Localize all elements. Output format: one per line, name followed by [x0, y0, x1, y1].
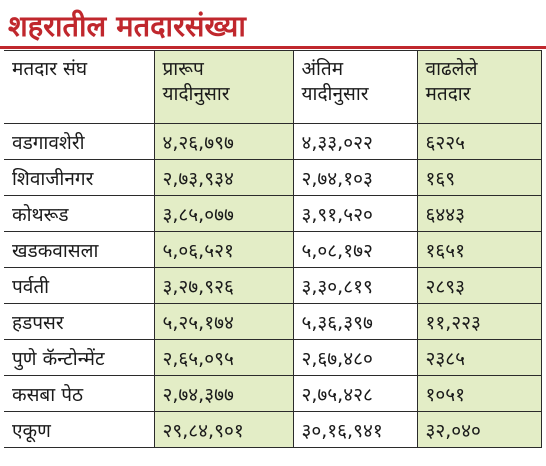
table-row — [4, 268, 541, 304]
header-draft-line1: प्रारूप — [162, 58, 204, 80]
table-row — [4, 340, 541, 376]
table-row — [4, 196, 541, 232]
cell-final: ३,९१,५२० — [293, 196, 417, 232]
cell-draft: ३,२७,९२६ — [154, 268, 293, 304]
cell-increase: १६९ — [417, 160, 541, 196]
header-final-line2: यादीनुसार — [301, 83, 369, 105]
table-row — [4, 304, 541, 340]
header-final — [293, 51, 417, 124]
header-draft — [154, 51, 293, 124]
header-final-line1: अंतिम — [301, 58, 344, 80]
cell-final: ३,३०,८१९ — [293, 268, 417, 304]
cell-constituency: खडकवासला — [4, 232, 154, 268]
cell-final: २,७४,१०३ — [293, 160, 417, 196]
cell-constituency: कसबा पेठ — [4, 376, 154, 412]
cell-increase: १०५१ — [417, 376, 541, 412]
header-draft-line2: यादीनुसार — [162, 83, 230, 105]
page-title: शहरातील मतदारसंख्या — [8, 9, 246, 43]
header-row — [4, 51, 541, 124]
cell-draft: ५,२५,१७४ — [154, 304, 293, 340]
cell-final: २,७५,४२८ — [293, 376, 417, 412]
table-row — [4, 160, 541, 196]
cell-increase: २३८५ — [417, 340, 541, 376]
cell-total-final: ३०,१६,९४१ — [293, 412, 417, 448]
header-increase-line2: मतदार — [425, 83, 471, 105]
title-underline — [0, 46, 546, 49]
cell-increase: २८९३ — [417, 268, 541, 304]
header-increase-line1: वाढलेले — [425, 58, 478, 80]
cell-constituency: वडगावशेरी — [4, 124, 154, 160]
cell-total-draft: २९,८४,९०१ — [154, 412, 293, 448]
cell-final: २,६७,४८० — [293, 340, 417, 376]
cell-final: ५,३६,३९७ — [293, 304, 417, 340]
cell-constituency: पर्वती — [4, 268, 154, 304]
table-row — [4, 232, 541, 268]
voter-table — [4, 50, 542, 448]
cell-increase: १६५१ — [417, 232, 541, 268]
cell-final: ४,३३,०२२ — [293, 124, 417, 160]
cell-draft: ३,८५,०७७ — [154, 196, 293, 232]
cell-final: ५,०८,१७२ — [293, 232, 417, 268]
cell-constituency: शिवाजीनगर — [4, 160, 154, 196]
cell-total-increase: ३२,०४० — [417, 412, 541, 448]
header-constituency — [4, 51, 154, 124]
cell-constituency: हडपसर — [4, 304, 154, 340]
cell-draft: ४,२६,७९७ — [154, 124, 293, 160]
cell-draft: २,७३,९३४ — [154, 160, 293, 196]
total-row — [4, 412, 541, 448]
cell-constituency: कोथरूड — [4, 196, 154, 232]
cell-constituency: पुणे कॅन्टोन्मेंट — [4, 340, 154, 376]
cell-total-label: एकूण — [4, 412, 154, 448]
cell-increase: ६२२५ — [417, 124, 541, 160]
header-constituency-label: मतदार संघ — [12, 58, 88, 80]
cell-draft: ५,०६,५२१ — [154, 232, 293, 268]
table-row — [4, 376, 541, 412]
table-row — [4, 124, 541, 160]
header-increase — [417, 51, 541, 124]
cell-increase: ११,२२३ — [417, 304, 541, 340]
cell-draft: २,७४,३७७ — [154, 376, 293, 412]
cell-draft: २,६५,०९५ — [154, 340, 293, 376]
cell-increase: ६४४३ — [417, 196, 541, 232]
